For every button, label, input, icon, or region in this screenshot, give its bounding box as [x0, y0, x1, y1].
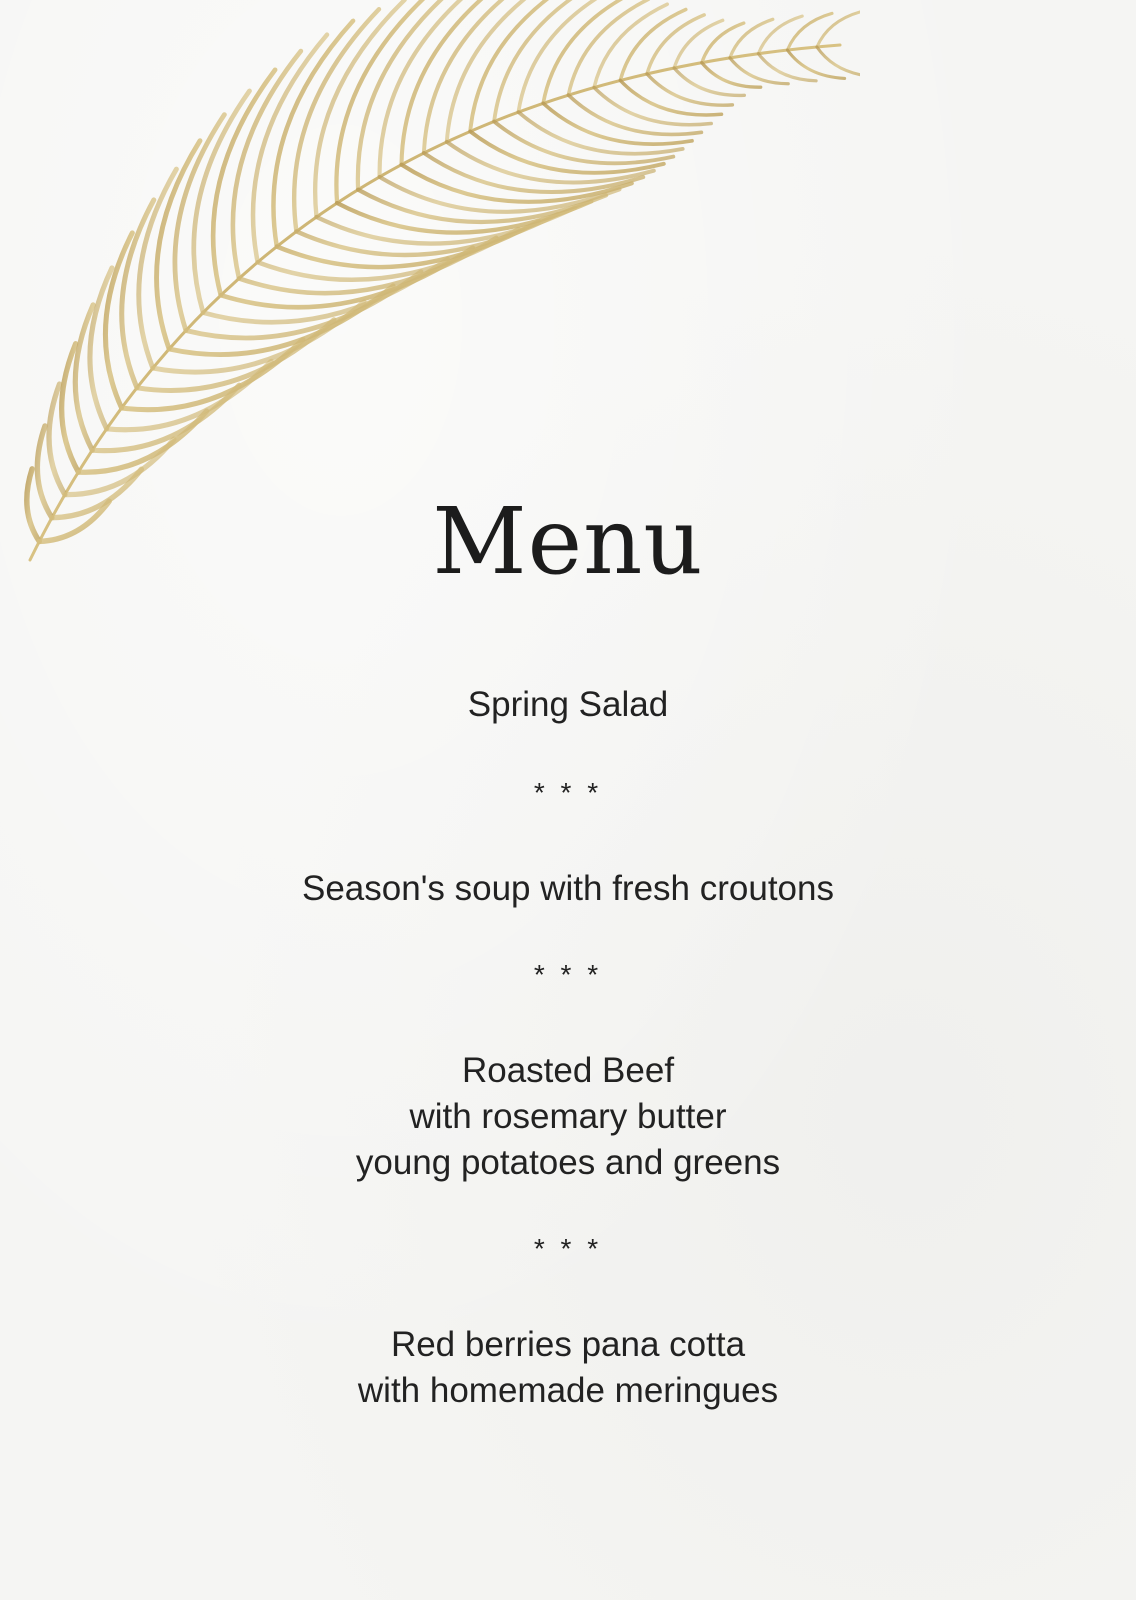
course-roasted-beef: [0, 1048, 1136, 1186]
palm-leaflet: [594, 4, 667, 87]
palm-leaflet: [203, 259, 448, 322]
course-line: young potatoes and greens: [355, 1143, 781, 1182]
menu-title: Menu: [432, 488, 704, 595]
palm-leaflet: [594, 88, 711, 125]
palm-leaflet: [620, 80, 721, 115]
course-dessert: [0, 1322, 1136, 1414]
course-line: Season's soup with fresh croutons: [302, 869, 834, 908]
separator: * * *: [533, 959, 603, 990]
course-line: Spring Salad: [467, 685, 669, 724]
course-line: Red berries pana cotta: [390, 1325, 746, 1364]
palm-leaflet: [186, 272, 421, 338]
separator: * * *: [533, 1233, 603, 1264]
palm-stem: [30, 45, 840, 560]
palm-leaflet: [817, 47, 860, 77]
course-line: with rosemary butter: [409, 1097, 727, 1136]
course-soup: [0, 866, 1136, 912]
course-line: Roasted Beef: [461, 1051, 675, 1090]
course-line: with homemade meringues: [357, 1371, 779, 1410]
separator: * * *: [533, 777, 603, 808]
course-spring-salad: [0, 682, 1136, 728]
